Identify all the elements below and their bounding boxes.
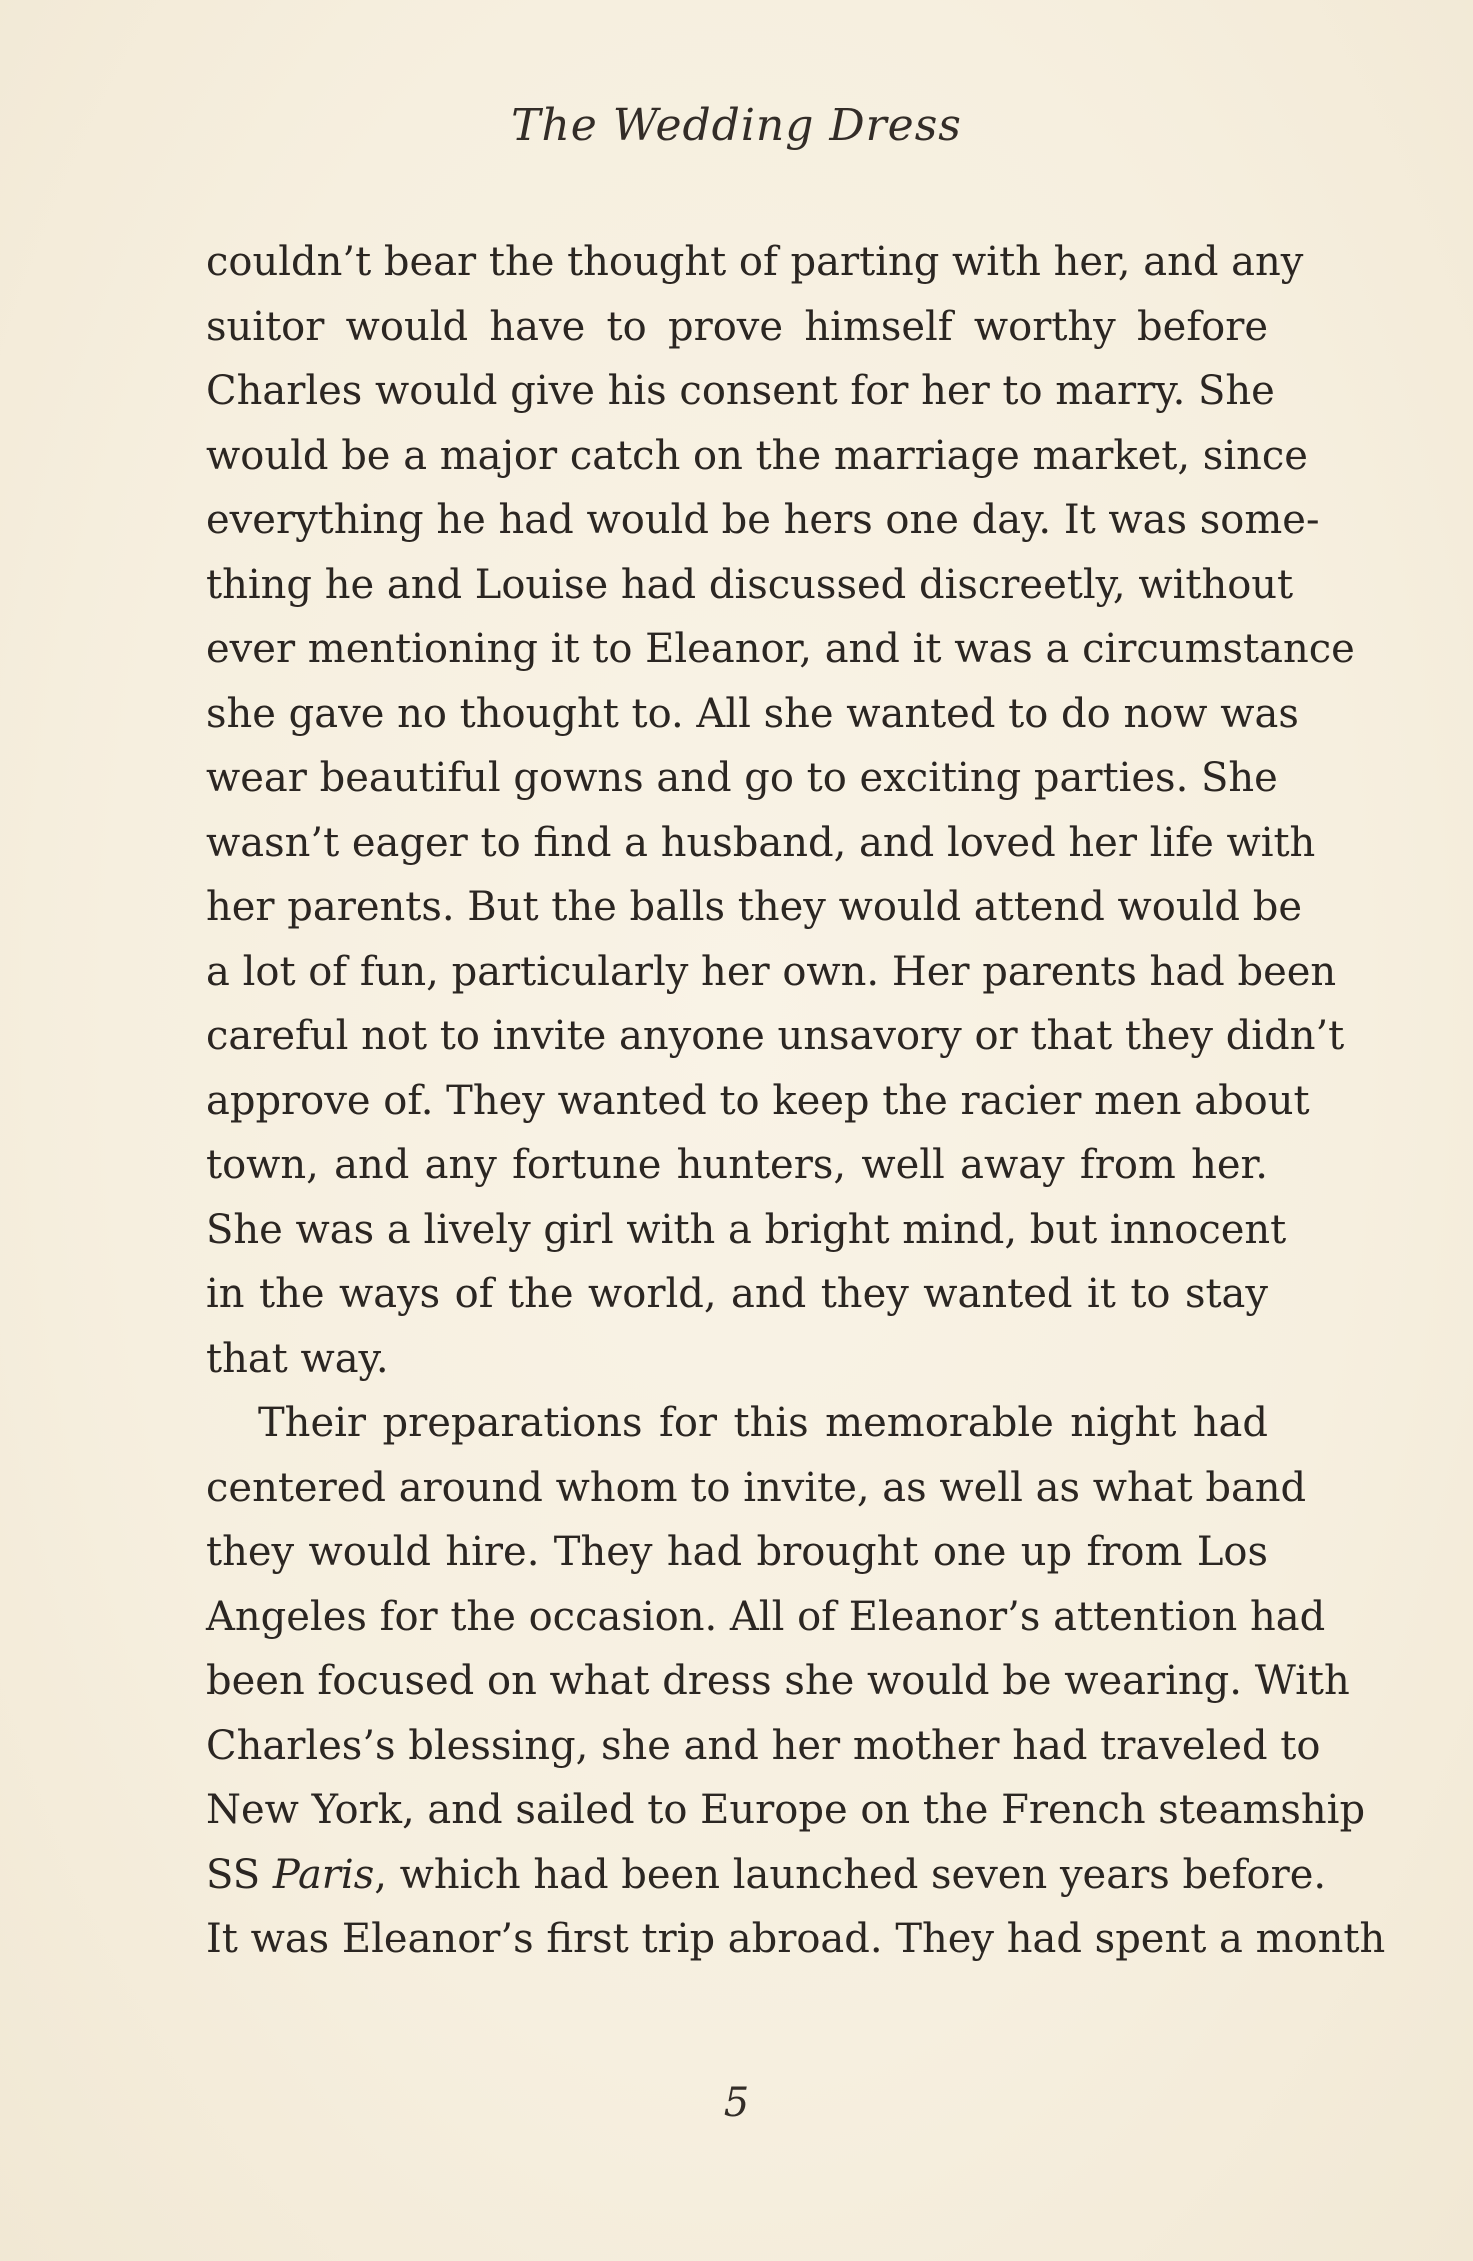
ship-name-italic: Paris (272, 1851, 375, 1898)
text-line: Angeles for the occasion. All of Eleanor’s attention had (206, 1593, 1326, 1640)
text-line: ever mentioning it to Eleanor, and it was a circumstance (206, 626, 1355, 672)
body-text (206, 230, 1386, 1972)
page-number: 5 (723, 2080, 750, 2126)
text-line: everything he had would be hers one day. It was some- (206, 497, 1320, 543)
text-line: She was a lively girl with a bright mind, but innocent (206, 1206, 1287, 1253)
text-line: they would hire. They had brought one up from Los (206, 1529, 1268, 1575)
text-line: she gave no thought to. All she wanted to do now was (206, 690, 1299, 737)
text-line: approve of. They wanted to keep the racier men about (206, 1077, 1310, 1124)
text-line: careful not to invite anyone unsavory or that they didn’t (206, 1013, 1345, 1059)
text-line: wear beautiful gowns and go to exciting parties. She (206, 755, 1278, 801)
text-line: in the ways of the world, and they wanted it to stay (206, 1271, 1268, 1317)
text-line: her parents. But the balls they would attend would be (206, 884, 1302, 930)
text-fragment: , which had been launched seven years before. (374, 1851, 1327, 1898)
text-line: that way. (206, 1335, 389, 1382)
text-fragment: SS (206, 1851, 273, 1898)
text-line: been focused on what dress she would be wearing. With (206, 1658, 1350, 1704)
text-line: suitor would have to prove himself worthy before (206, 303, 1268, 350)
text-line: Their preparations for this memorable night had (258, 1400, 1268, 1446)
text-line: wasn’t eager to find a husband, and loved her life with (206, 819, 1316, 866)
text-line: a lot of fun, particularly her own. Her parents had been (206, 948, 1337, 995)
text-line: couldn’t bear the thought of parting with her, and any (206, 239, 1304, 285)
text-line: would be a major catch on the marriage market, since (206, 432, 1308, 479)
text-line: Charles would give his consent for her to marry. She (206, 368, 1275, 414)
text-line: Charles’s blessing, she and her mother had traveled to (206, 1722, 1321, 1769)
text-line: centered around whom to invite, as well as what band (206, 1464, 1307, 1511)
text-line: It was Eleanor’s first trip abroad. They had spent a month (206, 1916, 1386, 1962)
text-line-with-italic (206, 1843, 1327, 1908)
text-line: New York, and sailed to Europe on the French steamship (206, 1787, 1366, 1833)
text-line: town, and any fortune hunters, well away from her. (206, 1142, 1268, 1188)
text-line: thing he and Louise had discussed discreetly, without (206, 561, 1294, 608)
running-head: The Wedding Dress (511, 100, 962, 151)
